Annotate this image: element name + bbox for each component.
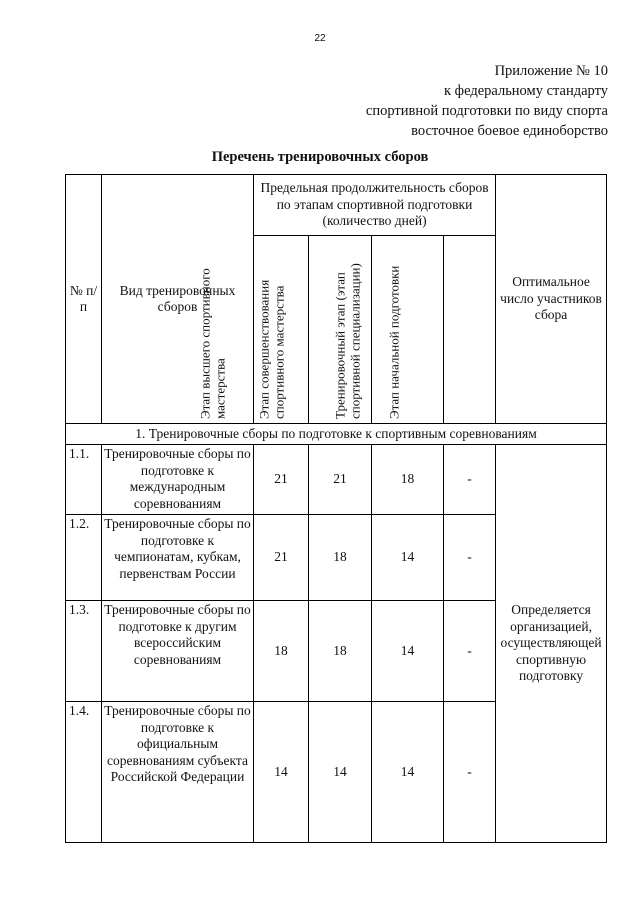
row-value-stage-3: 14	[372, 515, 444, 601]
header-type: Вид тренировочных сборов	[102, 175, 254, 424]
row-number: 1.3.	[66, 601, 102, 702]
header-num: № п/п	[66, 175, 102, 424]
training-camps-table	[65, 174, 607, 843]
row-value-stage-4: -	[444, 601, 496, 702]
header-stage-2: Этап совершенствования спортивного мастерства	[256, 279, 287, 419]
row-value-stage-3: 18	[372, 445, 444, 515]
appendix-line-2: к федеральному стандарту	[444, 83, 608, 99]
row-value-stage-2: 21	[309, 445, 372, 515]
header-row-1	[66, 175, 607, 236]
table-row	[66, 445, 607, 515]
row-type: Тренировочные сборы по подготовке к другим всероссийским соревнованиям	[102, 601, 254, 702]
header-stage-4-cell	[386, 236, 496, 424]
document-title: Перечень тренировочных сборов	[211, 149, 429, 165]
row-type: Тренировочные сборы по подготовке к официальным соревнованиям субъекта Российской Федерации	[102, 702, 254, 843]
header-stage-3-cell	[332, 236, 444, 424]
row-value-stage-4: -	[444, 445, 496, 515]
row-value-stage-4: -	[444, 515, 496, 601]
section-row	[66, 424, 607, 445]
row-value-stage-3: 14	[372, 702, 444, 843]
optimal-participants-note: Определяется организацией, осуществляющей спортивную подготовку	[496, 445, 607, 843]
row-value-stage-1: 18	[254, 601, 309, 702]
row-value-stage-4: -	[444, 702, 496, 843]
row-value-stage-1: 21	[254, 445, 309, 515]
header-stage-4: Этап начальной подготовки	[386, 265, 402, 419]
page-number: 22	[314, 33, 326, 44]
row-type: Тренировочные сборы по подготовке к международным соревнованиям	[102, 445, 254, 515]
row-value-stage-2: 18	[309, 515, 372, 601]
header-optimal: Оптимальное число участников сбора	[496, 175, 607, 424]
row-value-stage-2: 18	[309, 601, 372, 702]
row-value-stage-3: 14	[372, 601, 444, 702]
row-value-stage-1: 14	[254, 702, 309, 843]
row-type: Тренировочные сборы по подготовке к чемпионатам, кубкам, первенствам России	[102, 515, 254, 601]
appendix-line-4: восточное боевое единоборство	[411, 123, 608, 139]
header-stage-1: Этап высшего спортивного мастерства	[197, 268, 228, 419]
row-number: 1.2.	[66, 515, 102, 601]
row-number: 1.1.	[66, 445, 102, 515]
appendix-line-1: Приложение № 10	[494, 63, 608, 79]
header-stage-3: Тренировочный этап (этап спортивной специализации)	[332, 263, 362, 419]
row-value-stage-1: 21	[254, 515, 309, 601]
appendix-line-3: спортивной подготовки по виду спорта	[365, 103, 608, 119]
row-number: 1.4.	[66, 702, 102, 843]
row-value-stage-2: 14	[309, 702, 372, 843]
header-duration-group: Предельная продолжительность сборов по этапам спортивной подготовки (количество дней)	[254, 175, 496, 236]
section-heading: 1. Тренировочные сборы по подготовке к спортивным соревнованиям	[66, 424, 607, 445]
appendix-heading	[366, 61, 608, 141]
